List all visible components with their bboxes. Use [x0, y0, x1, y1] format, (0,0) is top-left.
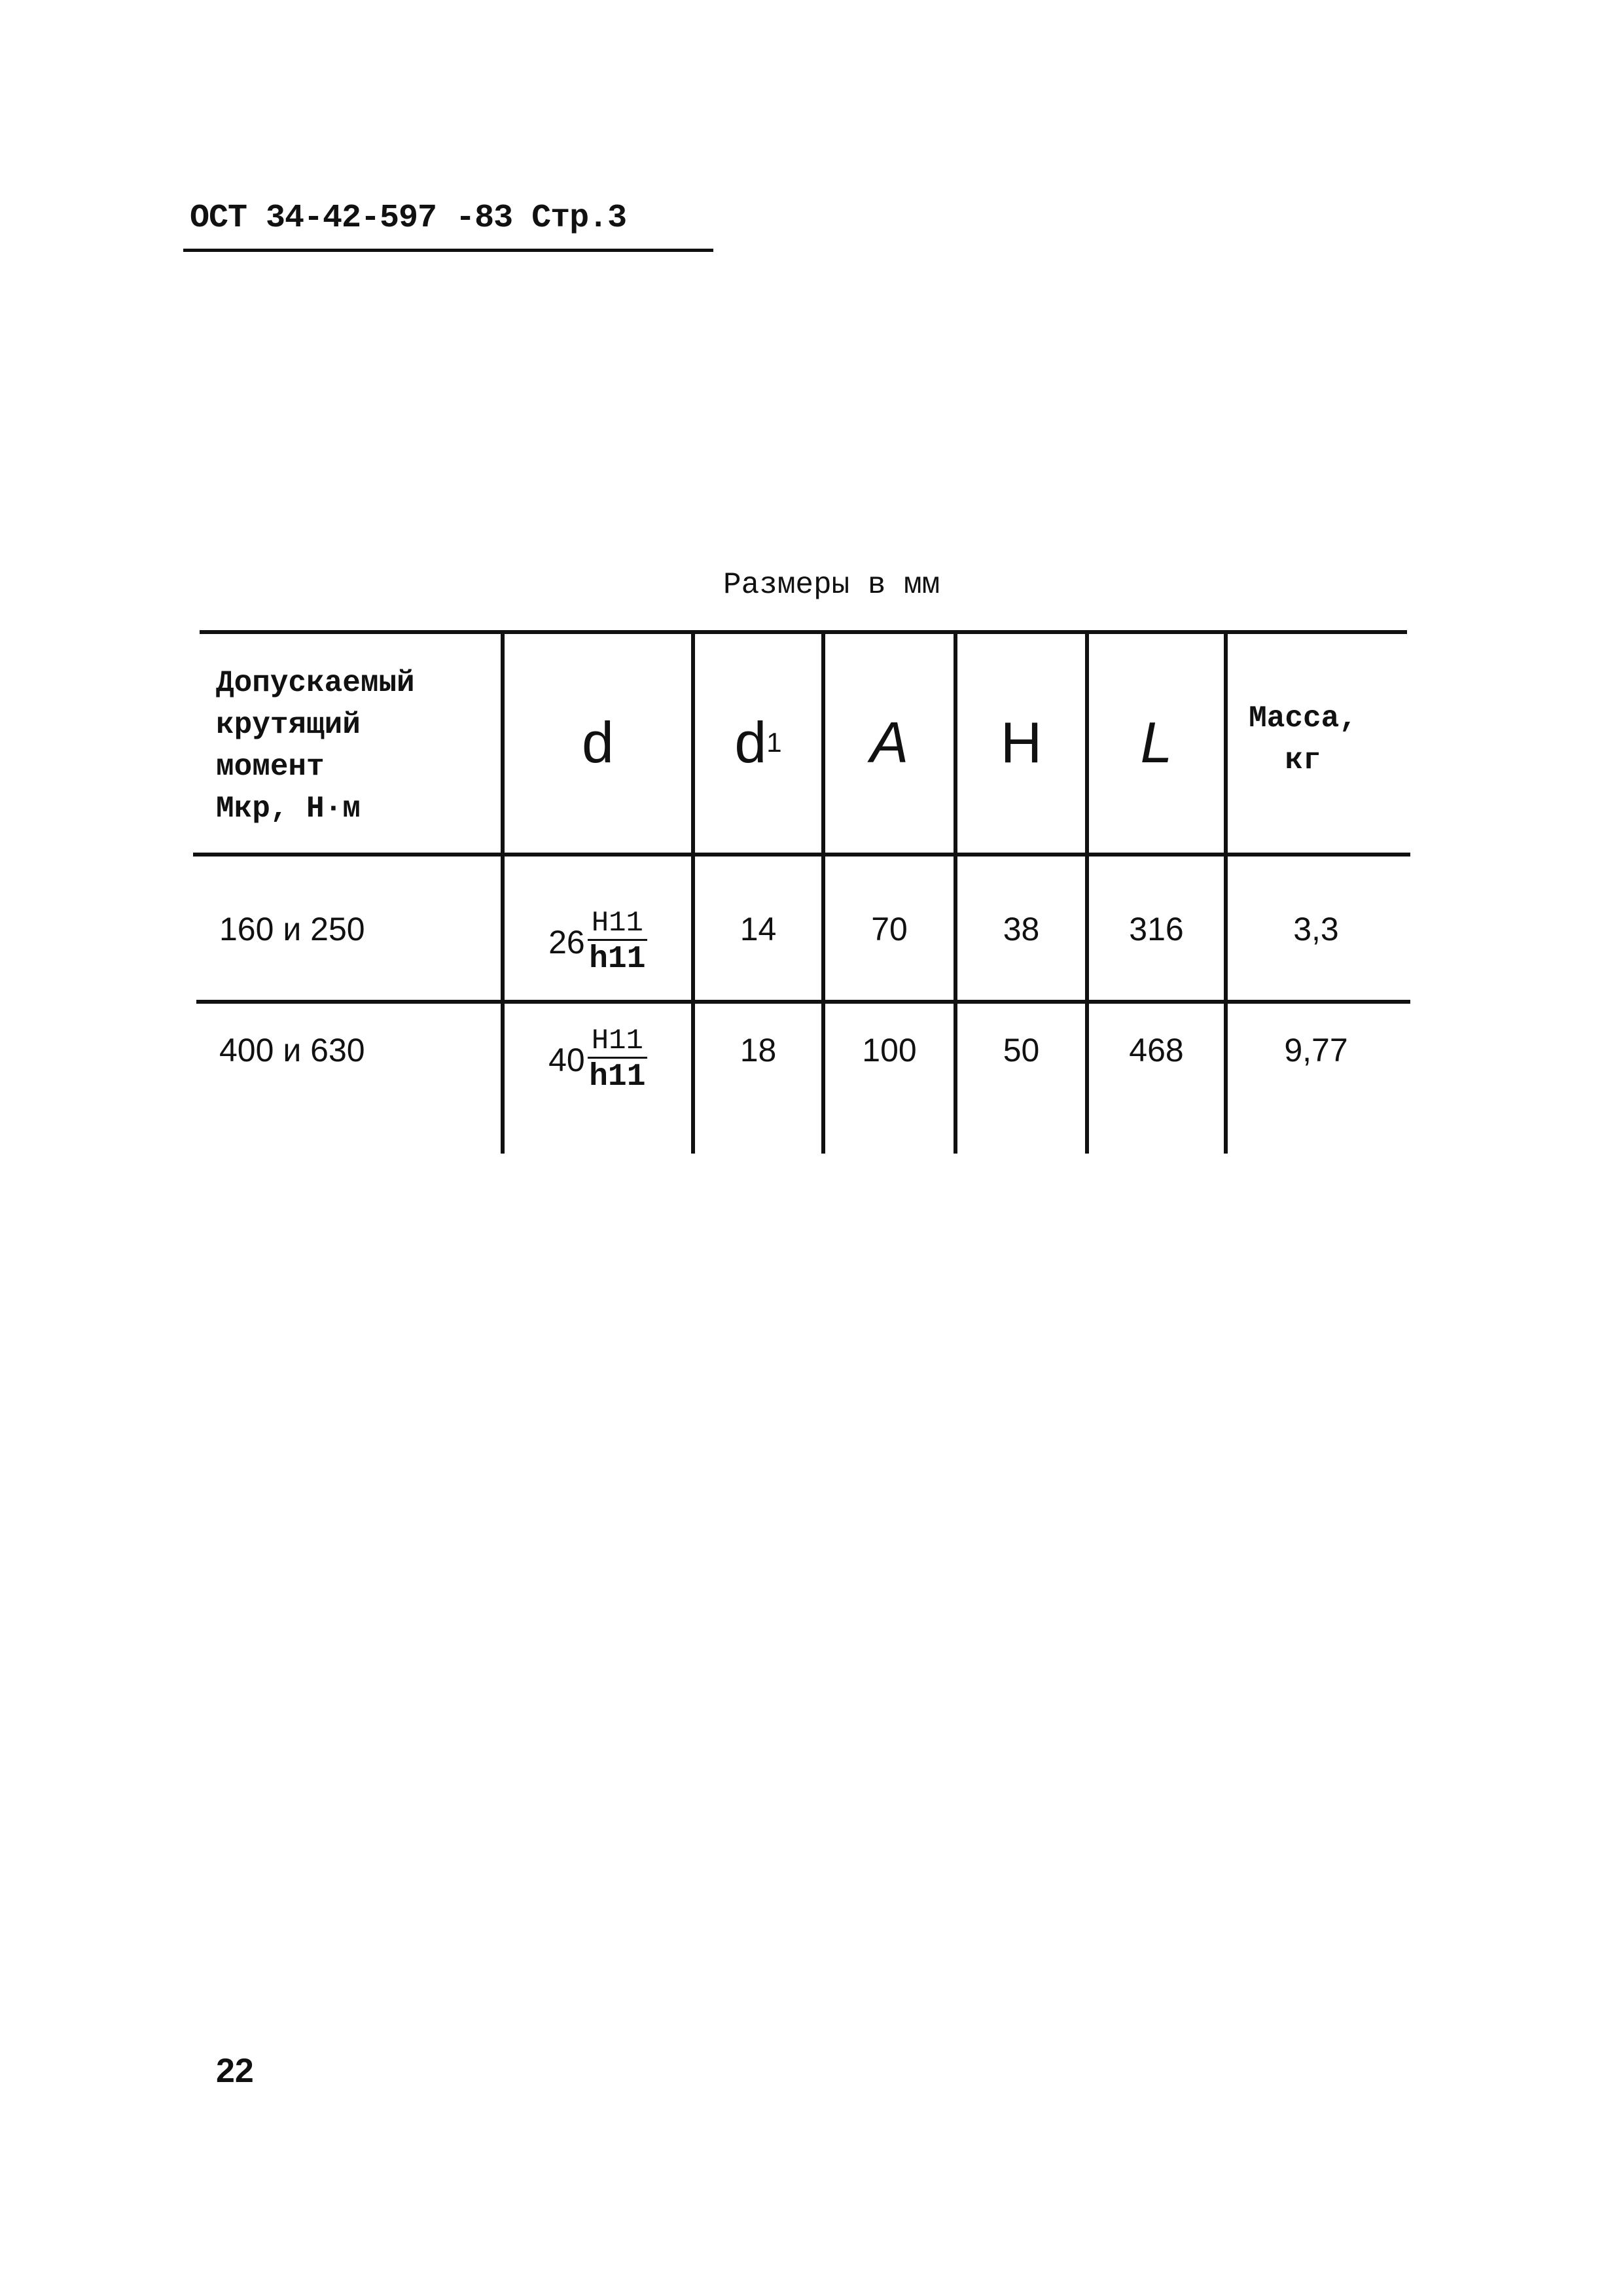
header-L: L: [1140, 710, 1173, 775]
table-row-rule: [196, 1000, 1410, 1004]
row-H: 38: [1003, 911, 1040, 947]
row-A: 100: [862, 1032, 917, 1069]
row-d-tolerance-shaft: h11: [589, 941, 646, 977]
row-L: 468: [1129, 1032, 1184, 1069]
header-d1: [695, 635, 821, 851]
document-code-header: ОСТ 34-42-597 -83 Стр.3: [190, 200, 627, 237]
page-number: 22: [216, 2052, 254, 2090]
row-mass: 3,3: [1293, 911, 1339, 947]
table-header-rule: [193, 853, 1410, 857]
row-H: 50: [1003, 1032, 1040, 1069]
row-d1: 14: [740, 911, 777, 947]
header-A: A: [870, 710, 909, 775]
row-d-value: 40: [548, 1042, 585, 1078]
header-torque: Допускаемый крутящий момент Мкр, Н·м: [216, 666, 415, 826]
header-d1-subscript: 1: [766, 727, 782, 758]
row-mass: 9,77: [1284, 1032, 1348, 1069]
row-L: 316: [1129, 911, 1184, 947]
header-mass: Масса, кг: [1249, 701, 1357, 777]
row-d1: 18: [740, 1032, 777, 1069]
row-A: 70: [871, 911, 908, 947]
row-d-value: 26: [548, 924, 585, 961]
row-d-fit: [505, 890, 691, 995]
row-d-tolerance-hole: H11: [588, 1025, 647, 1059]
units-note: Размеры в мм: [723, 568, 940, 602]
row-d-tolerance-shaft: h11: [589, 1059, 646, 1095]
row-torque: 400 и 630: [219, 1032, 365, 1069]
header-H: H: [1000, 710, 1043, 775]
row-d-fit: [505, 1008, 691, 1112]
row-d-tolerance-hole: H11: [588, 908, 647, 941]
header-d1-base: d: [734, 710, 767, 775]
header-underline: [183, 249, 713, 252]
row-torque: 160 и 250: [219, 911, 365, 947]
header-d: d: [582, 710, 614, 775]
